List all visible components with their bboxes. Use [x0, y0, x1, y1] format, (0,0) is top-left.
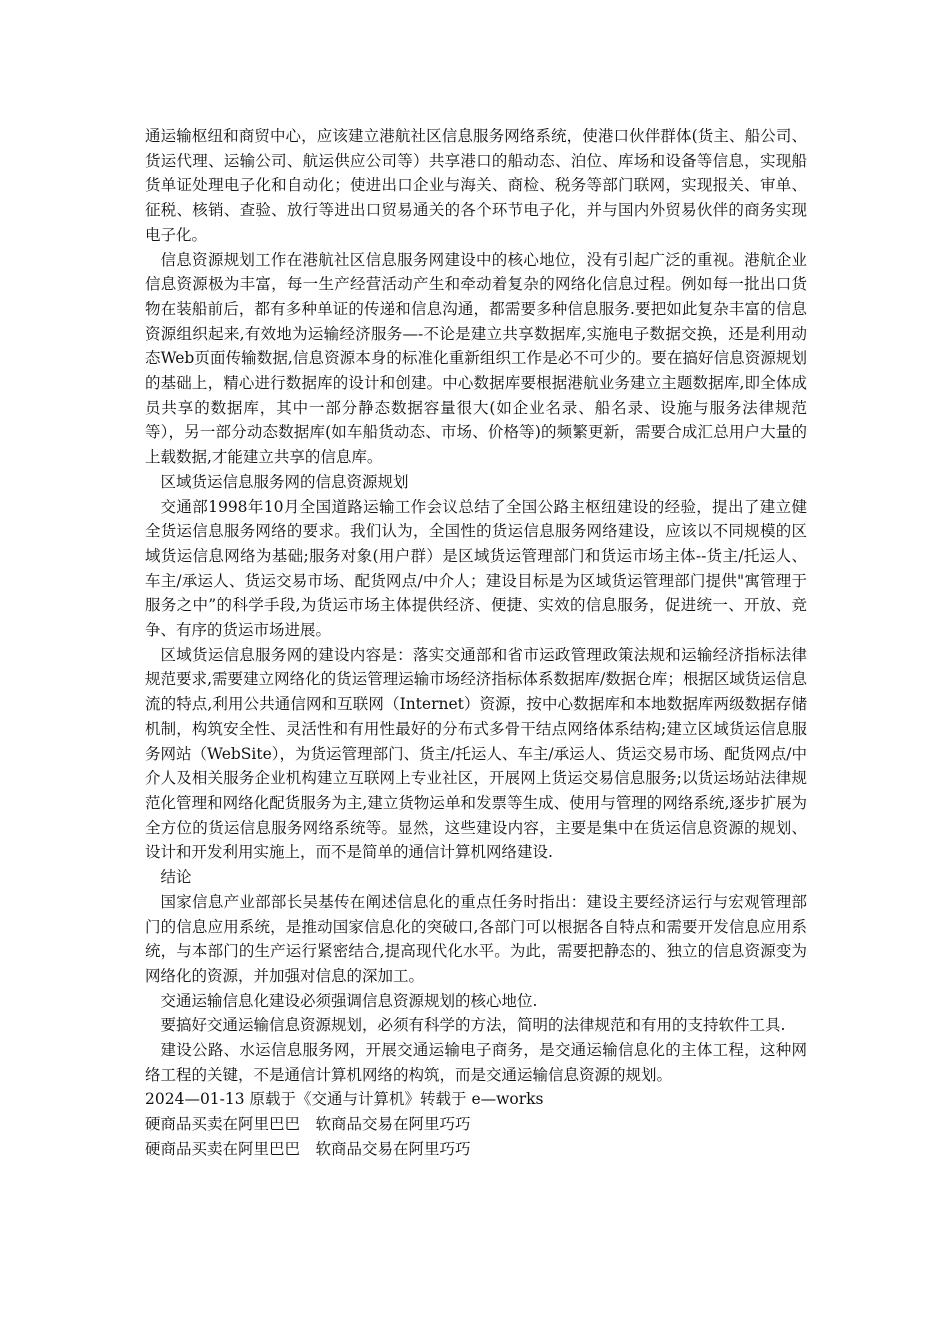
paragraph-main-project: 建设公路、水运信息服务网，开展交通运输电子商务，是交通运输信息化的主体工程，这种网络工程的关键，不是通信计算机网络的构筑，而是交通运输信息资源的规划。 [145, 1041, 807, 1084]
paragraph-resource-planning-core: 信息资源规划工作在港航社区信息服务网建设中的核心地位，没有引起广泛的重视。港航企业信息资源极为丰富，每一生产经营活动产生和牵动着复杂的网络化信息过程。例如每一批出口货物在装船前后，都有多种单证的传递和信息沟通，都需要多种信息服务.要把如此复杂丰富的信息资源组织起来,有效地为运输经济服务—-不论是建立共享数据库,实施电子数据交换，还是利用动态Web页面传输数据,信息资源本身的标准化重新组织工作是必不可少的。要在搞好信息资源规划的基础上，精心进行数据库的设计和创建。中心数据库要根据港航业务建立主题数据库,即全体成员共享的数据库，其中一部分静态数据容量很大(如企业名录、船名录、设施与服务法律规范等），另一部分动态数据库(如车船货动态、市场、价格等)的频繁更新，需要合成汇总用户大量的上载数据,才能建立共享的信息库。 [145, 250, 807, 467]
document-body [145, 124, 807, 1162]
promo-line-2: 硬商品买卖在阿里巴巴 软商品交易在阿里巧巧 [145, 1139, 471, 1158]
section-heading-regional-freight: 区域货运信息服务网的信息资源规划 [160, 472, 409, 491]
paragraph-construction-content: 区域货运信息服务网的建设内容是：落实交通部和省市运政管理政策法规和运输经济指标法律规范要求,需要建立网络化的货运管理运输市场经济指标体系数据库/数据仓库；根据区域货运信息流的特点,利用公共通信网和互联网（Internet）资源，按中心数据库和本地数据库两级数据存储机制，构筑安全性、灵活性和有用性最好的分布式多骨干结点网络体系结构;建立区域货运信息服务网站（WebSite），为货运管理部门、货主/托运人、车主/承运人、货运交易市场、配货网点/中介人及相关服务企业机构建立互联网上专业社区，开展网上货运交易信息服务;以货运场站法律规范化管理和网络化配货服务为主,建立货物运单和发票等生成、使用与管理的网络系统,逐步扩展为全方位的货运信息服务网络系统等。显然，这些建设内容，主要是集中在货运信息资源的规划、设计和开发利用实施上，而不是简单的通信计算机网络建设. [145, 645, 807, 862]
paragraph-ministry-1998: 交通部1998年10月全国道路运输工作会议总结了全国公路主枢纽建设的经验，提出了建立健全货运信息服务网络的要求。我们认为，全国性的货运信息服务网络建设，应该以不同规模的区域货运信息网络为基础;服务对象(用户群）是区域货运管理部门和货运市场主体--货主/托运人、车主/承运人、货运交易市场、配货网点/中介人；建设目标是为区域货运管理部门提供"寓管理于服务之中”的科学手段,为货运市场主体提供经济、便捷、实效的信息服务，促进统一、开放、竞争、有序的货运市场进展。 [145, 497, 807, 640]
paragraph-scientific-method: 要搞好交通运输信息资源规划，必须有科学的方法，简明的法律规范和有用的支持软件工具. [160, 1016, 786, 1035]
section-heading-conclusion: 结论 [160, 868, 192, 887]
paragraph-core-position: 交通运输信息化建设必须强调信息资源规划的核心地位. [160, 991, 538, 1010]
source-note: 2024—01-13 原载于《交通与计算机》转载于 e—works [145, 1090, 544, 1109]
promo-line-1: 硬商品买卖在阿里巴巴 软商品交易在阿里巧巧 [145, 1115, 471, 1134]
paragraph-port-community-network: 通运输枢纽和商贸中心，应该建立港航社区信息服务网络系统，使港口伙伴群体(货主、船公司、货运代理、运输公司、航运供应公司等）共享港口的船动态、泊位、库场和设备等信息，实现船货单证处理电子化和自动化；使进出口企业与海关、商检、税务等部门联网，实现报关、审单、征税、核销、查验、放行等进出口贸易通关的各个环节电子化，并与国内外贸易伙伴的商务实现电子化。 [145, 127, 807, 244]
paragraph-minister-statement: 国家信息产业部部长吴基传在阐述信息化的重点任务时指出：建设主要经济运行与宏观管理部门的信息应用系统，是推动国家信息化的突破口,各部门可以根据各自特点和需要开发信息应用系统，与本部门的生产运行紧密结合,提高现代化水平。为此，需要把静态的、独立的信息资源变为网络化的资源，并加强对信息的深加工。 [145, 892, 807, 985]
